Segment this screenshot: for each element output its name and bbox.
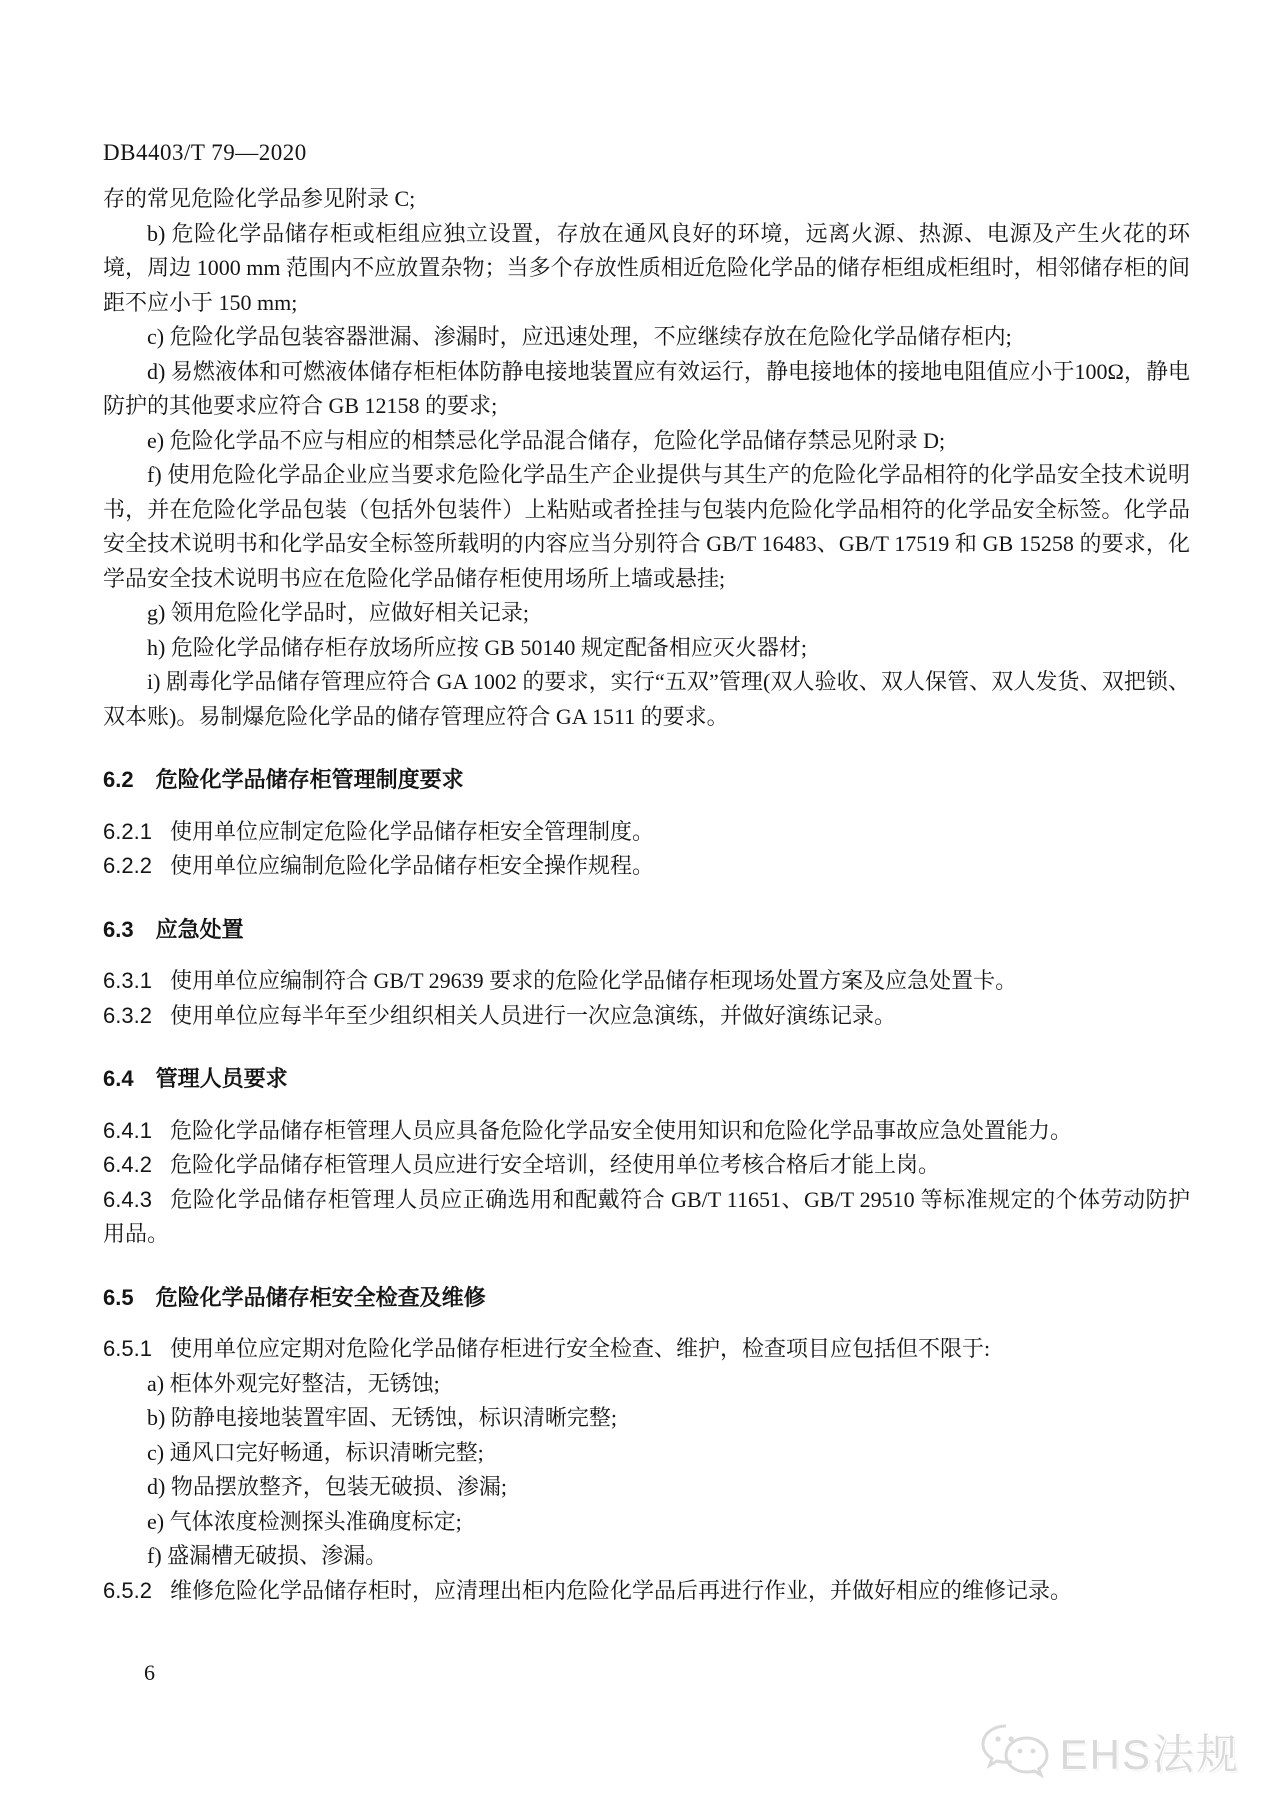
list-item: f) 盛漏槽无破损、渗漏。: [147, 1543, 388, 1568]
clause: [103, 964, 1190, 999]
list-item: d) 物品摆放整齐，包装无破损、渗漏;: [147, 1474, 507, 1499]
section-title: 管理人员要求: [155, 1066, 288, 1091]
paragraph: d) 易燃液体和可燃液体储存柜柜体防静电接地装置应有效运行，静电接地体的接地电阻值应小于100Ω，静电防护的其他要求应符合 GB 12158 的要求;: [103, 358, 1190, 418]
clause: [103, 1574, 1190, 1609]
page-number: 6: [144, 1660, 155, 1685]
clause: [103, 1148, 1190, 1183]
clause: [103, 1332, 1190, 1367]
clause-number: 6.3.2: [103, 1002, 152, 1028]
watermark: [978, 1722, 1240, 1782]
list-item: c) 通风口完好畅通，标识清晰完整;: [147, 1439, 484, 1465]
clause-number: 6.4.2: [103, 1152, 152, 1177]
clause: [103, 815, 1190, 850]
clause-number: 6.2.1: [103, 818, 152, 844]
clause-number: 6.4.3: [103, 1186, 152, 1212]
clause-text: 使用单位应编制符合 GB/T 29639 要求的危险化学品储存柜现场处置方案及应急处置卡。: [169, 968, 1018, 993]
section-heading: [103, 763, 1190, 798]
paragraph: 存的常见危险化学品参见附录 C;: [103, 186, 416, 211]
section-title: 危险化学品储存柜安全检查及维修: [155, 1284, 486, 1310]
section-number: 6.5: [103, 1284, 134, 1310]
document-body: [103, 182, 1190, 1608]
paragraph: g) 领用危险化学品时，应做好相关记录;: [147, 600, 529, 625]
section-number: 6.4: [103, 1066, 134, 1091]
paragraph: f) 使用危险化学品企业应当要求危险化学品生产企业提供与其生产的危险化学品相符的化学品安全技术说明书，并在危险化学品包装（包括外包装件）上粘贴或者拴挂与包装内危险化学品相符的化学品安全标签。化学品安全技术说明书和化学品安全标签所载明的内容应当分别符合 GB/T 16483、GB/T 17519 和 GB 15258 的要求，化学品安全技术说明书应在危险化学品储存柜使用场所上墙或悬挂;: [103, 462, 1190, 591]
list-item: a) 柜体外观完好整洁，无锈蚀;: [147, 1370, 440, 1396]
clause: [103, 849, 1190, 884]
section-title: 应急处置: [155, 916, 244, 942]
clause-text: 使用单位应编制危险化学品储存柜安全操作规程。: [169, 853, 654, 878]
paragraph: h) 危险化学品储存柜存放场所应按 GB 50140 规定配备相应灭火器材;: [147, 634, 808, 660]
wechat-icon: [978, 1722, 1052, 1782]
paragraph: e) 危险化学品不应与相应的相禁忌化学品混合储存，危险化学品储存禁忌见附录 D;: [147, 427, 946, 453]
clause-text: 危险化学品储存柜管理人员应进行安全培训，经使用单位考核合格后才能上岗。: [169, 1152, 940, 1177]
list-item: e) 气体浓度检测探头准确度标定;: [147, 1508, 462, 1534]
section-number: 6.2: [103, 767, 134, 792]
clause-text: 使用单位应定期对危险化学品储存柜进行安全检查、维护，检查项目应包括但不限于:: [169, 1336, 991, 1361]
paragraph: c) 危险化学品包装容器泄漏、渗漏时，应迅速处理，不应继续存放在危险化学品储存柜内;: [147, 324, 1012, 349]
paragraph: b) 危险化学品储存柜或柜组应独立设置，存放在通风良好的环境，远离火源、热源、电源及产生火花的环境，周边 1000 mm 范围内不应放置杂物；当多个存放性质相近危险化学品的储存柜组成柜组时，相邻储存柜的间距不应小于 150 mm;: [103, 220, 1190, 315]
clause-number: 6.2.2: [103, 853, 152, 878]
clause-number: 6.4.1: [103, 1117, 152, 1143]
section-heading: [103, 1281, 1190, 1316]
paragraph: i) 剧毒化学品储存管理应符合 GA 1002 的要求，实行“五双”管理(双人验收、双人保管、双人发货、双把锁、双本账)。易制爆危险化学品的储存管理应符合 GA 1511 的要求。: [103, 669, 1190, 729]
section-heading: [103, 913, 1190, 948]
standard-number: DB4403/T 79—2020: [103, 140, 307, 165]
section-title: 危险化学品储存柜管理制度要求: [155, 767, 464, 792]
section-heading: [103, 1062, 1190, 1097]
clause: [103, 999, 1190, 1034]
clause-text: 危险化学品储存柜管理人员应具备危险化学品安全使用知识和危险化学品事故应急处置能力。: [169, 1117, 1072, 1143]
clause: [103, 1183, 1190, 1252]
clause-number: 6.5.1: [103, 1336, 152, 1361]
section-number: 6.3: [103, 916, 134, 942]
clause-text: 危险化学品储存柜管理人员应正确选用和配戴符合 GB/T 11651、GB/T 29510 等标准规定的个体劳动防护用品。: [103, 1186, 1190, 1246]
clause-text: 使用单位应每半年至少组织相关人员进行一次应急演练，并做好演练记录。: [169, 1002, 896, 1028]
list-item: b) 防静电接地装置牢固、无锈蚀，标识清晰完整;: [147, 1405, 617, 1430]
clause-text: 使用单位应制定危险化学品储存柜安全管理制度。: [169, 818, 654, 844]
clause-text: 维修危险化学品储存柜时，应清理出柜内危险化学品后再进行作业，并做好相应的维修记录。: [169, 1577, 1072, 1603]
clause-number: 6.5.2: [103, 1577, 152, 1603]
clause: [103, 1114, 1190, 1149]
clause-number: 6.3.1: [103, 968, 152, 993]
watermark-label: EHS法规: [1059, 1731, 1240, 1778]
